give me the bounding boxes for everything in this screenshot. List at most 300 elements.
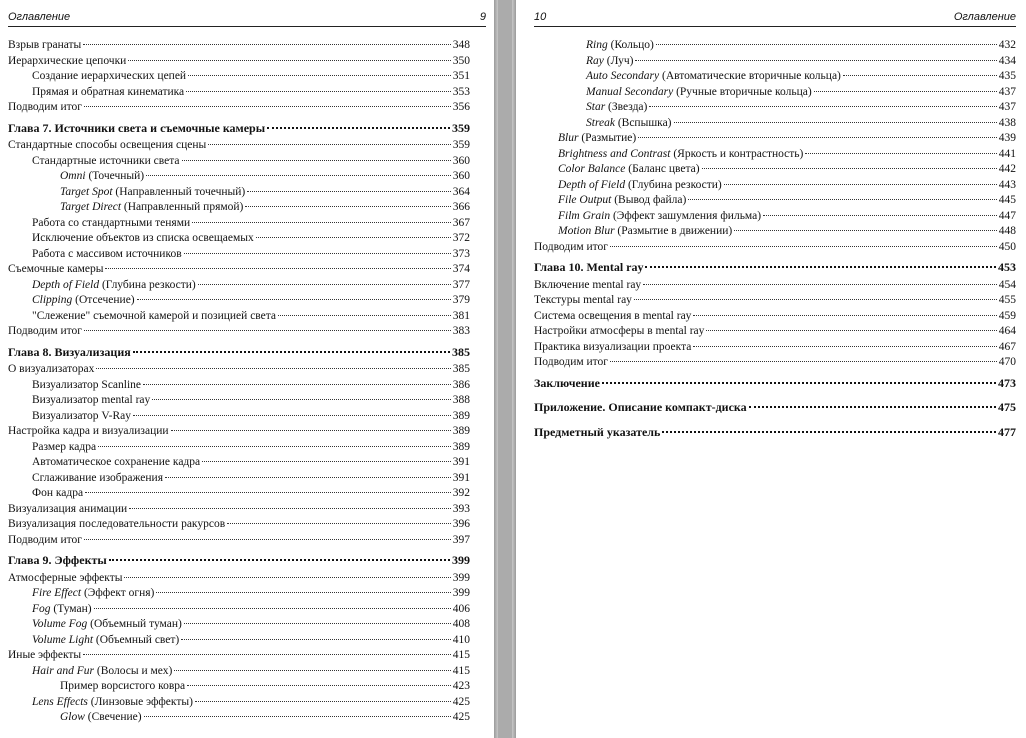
toc-entry-title [32, 393, 150, 409]
toc-entry-page-number: 389 [452, 425, 470, 437]
toc-entry [8, 440, 470, 456]
toc-entry-title-italic: Star [586, 101, 606, 113]
toc-entry-title [534, 425, 660, 441]
toc-entry-title-italic: Blur [558, 132, 579, 144]
toc-entry-page-number: 359 [452, 139, 470, 151]
toc-entry-title-italic: Target Direct [60, 201, 122, 213]
toc-entry-page-number: 435 [998, 70, 1016, 82]
toc-dot-leader [124, 577, 450, 578]
toc-entry-page-number: 359 [452, 120, 470, 135]
toc-entry-title-text: Визуализация последовательности ракурсов [8, 518, 226, 530]
toc-entry-title [534, 324, 704, 340]
toc-entry-title-text: (Луч) [603, 54, 634, 67]
toc-dot-leader [702, 168, 997, 169]
toc-entry-page-number: 393 [452, 502, 470, 515]
toc-entry-title-text: Подводим итог [8, 325, 82, 337]
toc-entry-title-text: (Вывод файла) [611, 194, 687, 206]
toc-entry-page-number: 364 [452, 185, 470, 198]
toc-dot-leader [186, 91, 451, 92]
toc-dot-leader [143, 384, 451, 385]
toc-entry-title [534, 240, 608, 256]
toc-entry-page-number: 454 [998, 278, 1016, 291]
running-header-left [8, 11, 486, 27]
toc-entry-title-text: (Размытие в движении) [614, 225, 733, 237]
toc-entry-title [60, 679, 185, 695]
toc-entry-title [586, 69, 841, 85]
toc-entry-page-number: 475 [998, 400, 1016, 414]
toc-entry-title [32, 278, 196, 294]
toc-entry-title-italic: Clipping [32, 294, 73, 306]
toc-entry-page-number: 437 [998, 101, 1016, 113]
toc-entry-title [8, 424, 169, 440]
toc-dot-leader [137, 299, 451, 300]
toc-dot-leader [144, 716, 451, 717]
toc-entry [534, 38, 1016, 54]
toc-dot-leader [156, 592, 450, 593]
toc-entry-title-text: Глава 10. Mental ray [534, 260, 644, 274]
toc-dot-leader [96, 368, 450, 369]
toc-dot-leader [656, 44, 997, 45]
running-header-page-number: 9 [479, 11, 486, 23]
running-header-right [534, 11, 1016, 27]
toc-entry-title-text: Предметный указатель [534, 424, 661, 439]
toc-entry [8, 471, 470, 487]
toc-list-left [8, 38, 470, 726]
toc-entry-title [32, 247, 182, 263]
toc-entry-page-number: 464 [998, 325, 1016, 337]
toc-entry-title-italic: Fog [32, 602, 51, 615]
toc-entry-title [60, 169, 144, 185]
toc-entry-title-italic: Lens Effects [32, 695, 88, 708]
toc-entry-page-number: 441 [998, 147, 1016, 160]
toc-entry-title [586, 100, 647, 116]
toc-entry-title [586, 116, 672, 132]
toc-dot-leader [83, 44, 450, 45]
toc-entry-title-text: Размер кадра [32, 440, 97, 453]
toc-entry [534, 162, 1016, 178]
toc-entry-title [32, 586, 154, 602]
toc-entry-title-text: (Эффект огня) [81, 587, 155, 599]
toc-dot-leader [184, 253, 451, 254]
toc-entry-title [534, 260, 643, 276]
toc-entry-page-number: 386 [452, 378, 470, 391]
toc-dot-leader [247, 191, 451, 192]
toc-entry-page-number: 445 [998, 194, 1016, 206]
toc-entry-title [32, 486, 83, 502]
toc-entry-title [534, 293, 632, 309]
toc-entry [8, 362, 470, 378]
toc-entry-title-text: Практика визуализации проекта [534, 340, 692, 353]
toc-dot-leader [208, 144, 450, 145]
toc-entry-title [32, 664, 172, 680]
toc-entry-title-italic: Film Grain [558, 209, 611, 222]
toc-entry-page-number: 467 [998, 340, 1016, 353]
toc-dot-leader [133, 351, 450, 353]
toc-entry-page-number: 372 [452, 232, 470, 244]
toc-entry-title-text: Глава 9. Эффекты [8, 553, 107, 567]
toc-entry-title-text: (Направленный прямой) [121, 201, 244, 213]
toc-entry-title-text: (Туман) [50, 602, 92, 615]
toc-dot-leader [171, 430, 451, 431]
toc-entry-title-text: (Отсечение) [72, 294, 135, 306]
toc-entry-title-text: Пример ворсистого ковра [60, 680, 186, 692]
toc-dot-leader [256, 237, 451, 238]
toc-chapter-entry [8, 121, 470, 137]
toc-entry-title-text: Автоматическое сохранение кадра [32, 456, 201, 468]
toc-entry-title-text: (Волосы и мех) [93, 664, 173, 677]
toc-entry [8, 695, 470, 711]
toc-entry-title-text: Система освещения в mental ray [534, 309, 692, 322]
toc-entry-title-text: Работа со стандартными тенями [32, 216, 191, 229]
toc-dot-leader [634, 299, 997, 300]
toc-entry-title [8, 54, 126, 70]
toc-entry-title-text: Визуализатор V-Ray [32, 409, 132, 422]
toc-entry-title [32, 231, 254, 247]
toc-entry [8, 571, 470, 587]
toc-entry-title-italic: Target Spot [60, 185, 113, 198]
toc-entry-page-number: 373 [452, 247, 470, 260]
toc-entry-title [8, 345, 131, 361]
toc-entry-title-italic: Depth of Field [558, 178, 626, 191]
toc-chapter-entry [534, 260, 1016, 276]
toc-entry-title [8, 362, 94, 378]
toc-entry-page-number: 391 [452, 456, 470, 468]
toc-entry-title [8, 100, 82, 116]
toc-entry-title [32, 216, 190, 232]
toc-entry-title [558, 209, 761, 225]
toc-entry-title-text: Стандартные способы освещения сцены [8, 139, 207, 151]
toc-entry-page-number: 399 [452, 587, 470, 599]
toc-entry-title [60, 200, 243, 216]
toc-entry-title-text: Атмосферные эффекты [8, 571, 123, 584]
toc-entry-title-text: Глава 7. Источники света и съемочные камеры [8, 120, 266, 135]
toc-entry-title [534, 309, 691, 325]
toc-chapter-entry [8, 345, 470, 361]
toc-entry [534, 131, 1016, 147]
toc-dot-leader [763, 215, 997, 216]
toc-entry-page-number: 399 [452, 571, 470, 584]
toc-list-right [534, 38, 1016, 442]
toc-entry-title-italic: Motion Blur [558, 225, 615, 237]
toc-entry-title-text: Фон кадра [32, 487, 84, 499]
toc-dot-leader [662, 431, 996, 433]
toc-entry [8, 293, 470, 309]
toc-entry-page-number: 350 [452, 54, 470, 67]
toc-entry-title-text: Визуализатор mental ray [32, 394, 151, 406]
toc-entry-title-text: (Глубина резкости) [625, 178, 722, 191]
toc-entry-page-number: 389 [452, 409, 470, 422]
toc-dot-leader [638, 137, 997, 138]
toc-entry-title [32, 409, 131, 425]
toc-entry [8, 247, 470, 263]
toc-entry-title [558, 162, 700, 178]
toc-entry-page-number: 447 [998, 209, 1016, 222]
toc-entry-title-text: Визуализация анимации [8, 502, 128, 515]
toc-entry [534, 240, 1016, 256]
toc-entry [8, 533, 470, 549]
toc-dot-leader [128, 60, 450, 61]
toc-entry [8, 69, 470, 85]
toc-dot-leader [105, 268, 450, 269]
toc-entry-page-number: 356 [452, 101, 470, 113]
toc-entry-title-text: (Свечение) [84, 711, 142, 723]
toc-entry-title-text: Текстуры mental ray [534, 294, 632, 306]
toc-entry-title-text: Глава 8. Визуализация [8, 344, 131, 359]
toc-dot-leader [165, 477, 451, 478]
toc-entry-page-number: 473 [998, 375, 1016, 390]
toc-entry-page-number: 425 [452, 695, 470, 708]
toc-entry-title-text: (Размытие) [578, 132, 637, 144]
toc-entry-title [60, 710, 142, 726]
toc-dot-leader [693, 315, 996, 316]
toc-entry-title [32, 85, 184, 101]
toc-entry [534, 224, 1016, 240]
toc-entry-title [8, 262, 103, 278]
toc-entry [8, 169, 470, 185]
toc-entry-page-number: 391 [452, 471, 470, 484]
toc-dot-leader [174, 670, 450, 671]
toc-entry-title-text: "Слежение" съемочной камерой и позицией света [32, 309, 277, 322]
toc-entry [8, 602, 470, 618]
toc-entry [8, 324, 470, 340]
toc-entry-title [32, 471, 163, 487]
toc-entry [8, 278, 470, 294]
toc-entry [534, 309, 1016, 325]
toc-entry [534, 340, 1016, 356]
toc-entry-title-italic: Brightness and Contrast [558, 147, 671, 160]
toc-entry-page-number: 383 [452, 325, 470, 337]
toc-entry [534, 147, 1016, 163]
toc-entry-title [8, 324, 82, 340]
toc-entry-title [32, 633, 179, 649]
toc-chapter-entry [534, 376, 1016, 392]
toc-entry-title [558, 224, 732, 240]
toc-entry-title-italic: Manual Secondary [586, 85, 674, 98]
toc-entry-title-text: Заключение [534, 375, 600, 390]
toc-dot-leader [805, 153, 996, 154]
toc-entry-page-number: 351 [452, 70, 470, 82]
toc-dot-leader [724, 184, 997, 185]
toc-entry-title [32, 695, 193, 711]
toc-entry-title-text: (Глубина резкости) [99, 278, 196, 291]
toc-entry-page-number: 415 [452, 664, 470, 677]
toc-entry-title-text: (Линзовые эффекты) [87, 695, 193, 708]
toc-entry-page-number: 442 [998, 163, 1016, 175]
toc-entry-title [558, 147, 803, 163]
toc-entry-title [8, 553, 107, 569]
toc-entry [8, 517, 470, 533]
toc-entry [8, 664, 470, 680]
toc-dot-leader [133, 415, 451, 416]
toc-entry-title [8, 533, 82, 549]
toc-entry-title-italic: Volume Fog [32, 618, 88, 630]
toc-entry-title-text: Подводим итог [534, 240, 608, 253]
toc-dot-leader [688, 199, 996, 200]
toc-entry [8, 586, 470, 602]
toc-entry-title [32, 602, 92, 618]
toc-entry [8, 216, 470, 232]
toc-entry [534, 193, 1016, 209]
toc-entry-title-text: (Объемный туман) [87, 618, 182, 630]
toc-entry-page-number: 379 [452, 294, 470, 306]
toc-entry-title [8, 38, 81, 54]
toc-entry [534, 209, 1016, 225]
toc-entry [8, 54, 470, 70]
toc-entry-page-number: 470 [998, 356, 1016, 368]
toc-dot-leader [245, 206, 450, 207]
toc-entry-page-number: 410 [452, 633, 470, 646]
toc-entry [8, 231, 470, 247]
toc-dot-leader [181, 639, 450, 640]
toc-entry-title-text: (Эффект зашумления фильма) [610, 209, 762, 222]
toc-entry [8, 710, 470, 726]
toc-entry-page-number: 388 [452, 394, 470, 406]
toc-dot-leader [195, 701, 451, 702]
toc-dot-leader [84, 106, 451, 107]
toc-entry [534, 85, 1016, 101]
running-header-title: Оглавление [8, 11, 71, 23]
toc-entry-page-number: 353 [452, 85, 470, 98]
toc-entry [8, 309, 470, 325]
toc-dot-leader [109, 559, 450, 561]
toc-entry-page-number: 439 [998, 132, 1016, 144]
toc-dot-leader [184, 623, 451, 624]
toc-entry [534, 324, 1016, 340]
toc-entry [8, 100, 470, 116]
toc-entry-title [8, 571, 122, 587]
toc-entry-page-number: 367 [452, 216, 470, 229]
toc-entry-page-number: 385 [452, 363, 470, 375]
toc-entry-page-number: 381 [452, 309, 470, 322]
toc-dot-leader [84, 330, 451, 331]
toc-entry-title [32, 309, 276, 325]
toc-entry [534, 54, 1016, 70]
toc-entry [8, 648, 470, 664]
toc-entry-title-italic: Ring [586, 39, 608, 51]
toc-entry-title [32, 455, 200, 471]
toc-entry-page-number: 406 [452, 602, 470, 615]
toc-entry [8, 200, 470, 216]
toc-entry-title-text: Приложение. Описание компакт-диска [534, 400, 747, 414]
toc-entry [8, 486, 470, 502]
toc-entry-title [32, 617, 182, 633]
toc-entry-title-text: Подводим итог [534, 356, 608, 368]
toc-entry [534, 293, 1016, 309]
toc-entry-title-text: Визуализатор Scanline [32, 378, 142, 391]
toc-dot-leader [129, 508, 451, 509]
toc-dot-leader [649, 106, 996, 107]
toc-dot-leader [674, 122, 997, 123]
toc-dot-leader [645, 266, 996, 268]
toc-dot-leader [814, 91, 997, 92]
toc-entry-title [32, 69, 186, 85]
toc-dot-leader [635, 60, 996, 61]
toc-entry-title-italic: Auto Secondary [586, 70, 660, 82]
toc-entry-title [8, 121, 265, 137]
toc-entry-title-italic: Ray [586, 54, 604, 67]
toc-entry-title-italic: Fire Effect [32, 587, 82, 599]
toc-entry-title-italic: Glow [60, 711, 85, 723]
toc-entry-title-text: Настройки атмосферы в mental ray [534, 325, 705, 337]
toc-entry-page-number: 377 [452, 278, 470, 291]
toc-entry-title-text: Прямая и обратная кинематика [32, 85, 185, 98]
toc-dot-leader [188, 75, 451, 76]
toc-entry-page-number: 392 [452, 487, 470, 499]
toc-entry-page-number: 397 [452, 533, 470, 546]
toc-entry-title [586, 85, 812, 101]
toc-dot-leader [706, 330, 996, 331]
toc-dot-leader [278, 315, 451, 316]
toc-entry-title-text: (Вспышка) [614, 116, 672, 129]
toc-dot-leader [152, 399, 450, 400]
toc-dot-leader [198, 284, 451, 285]
toc-dot-leader [85, 492, 451, 493]
toc-entry-page-number: 437 [998, 85, 1016, 98]
toc-chapter-entry [534, 400, 1016, 416]
toc-entry [8, 38, 470, 54]
toc-entry-page-number: 389 [452, 440, 470, 453]
toc-entry-title-text: Создание иерархических цепей [32, 70, 187, 82]
toc-dot-leader [610, 246, 997, 247]
toc-entry-title-text: (Яркость и контрастность) [670, 147, 804, 160]
toc-dot-leader [749, 406, 996, 408]
toc-dot-leader [146, 175, 451, 176]
toc-entry-page-number: 348 [452, 39, 470, 51]
toc-entry-page-number: 459 [998, 309, 1016, 322]
toc-dot-leader [693, 346, 996, 347]
toc-entry-page-number: 360 [452, 170, 470, 182]
toc-entry-title-text: Включение mental ray [534, 278, 642, 291]
toc-entry-page-number: 477 [998, 424, 1016, 439]
toc-entry-title-text: Настройка кадра и визуализации [8, 425, 169, 437]
toc-entry-title [32, 293, 135, 309]
toc-entry-title-text: Сглаживание изображения [32, 471, 163, 484]
toc-entry-title-text: (Точечный) [85, 170, 145, 182]
toc-entry-title [534, 376, 600, 392]
toc-dot-leader [187, 685, 451, 686]
toc-entry-page-number: 453 [998, 260, 1016, 274]
toc-entry-title-italic: File Output [558, 194, 612, 206]
toc-entry-title [8, 138, 206, 154]
toc-entry [8, 679, 470, 695]
running-header-title: Оглавление [953, 11, 1016, 23]
toc-dot-leader [643, 284, 997, 285]
toc-entry [534, 69, 1016, 85]
toc-entry-title-text: (Ручные вторичные кольца) [673, 85, 812, 98]
toc-entry-title-text: Взрыв гранаты [8, 39, 82, 51]
toc-dot-leader [602, 382, 996, 384]
toc-entry-title-text: (Объемный свет) [93, 633, 180, 646]
toc-entry-title-italic: Color Balance [558, 163, 626, 175]
toc-entry-page-number: 438 [998, 116, 1016, 129]
toc-entry-title-text: (Кольцо) [607, 39, 654, 51]
toc-entry-page-number: 366 [452, 201, 470, 213]
toc-entry-title [558, 131, 636, 147]
toc-entry-title [558, 178, 722, 194]
toc-entry [8, 85, 470, 101]
toc-entry [8, 502, 470, 518]
toc-entry-title-text: Иные эффекты [8, 649, 82, 661]
toc-entry [8, 138, 470, 154]
toc-entry-page-number: 448 [998, 225, 1016, 237]
toc-entry-page-number: 432 [998, 39, 1016, 51]
toc-entry-title [32, 154, 180, 170]
toc-entry-page-number: 415 [452, 649, 470, 661]
page-gutter-shadow [494, 0, 498, 738]
toc-entry-title-text: Съемочные камеры [8, 263, 104, 275]
toc-entry-title [60, 185, 245, 201]
right-page [516, 0, 1026, 738]
